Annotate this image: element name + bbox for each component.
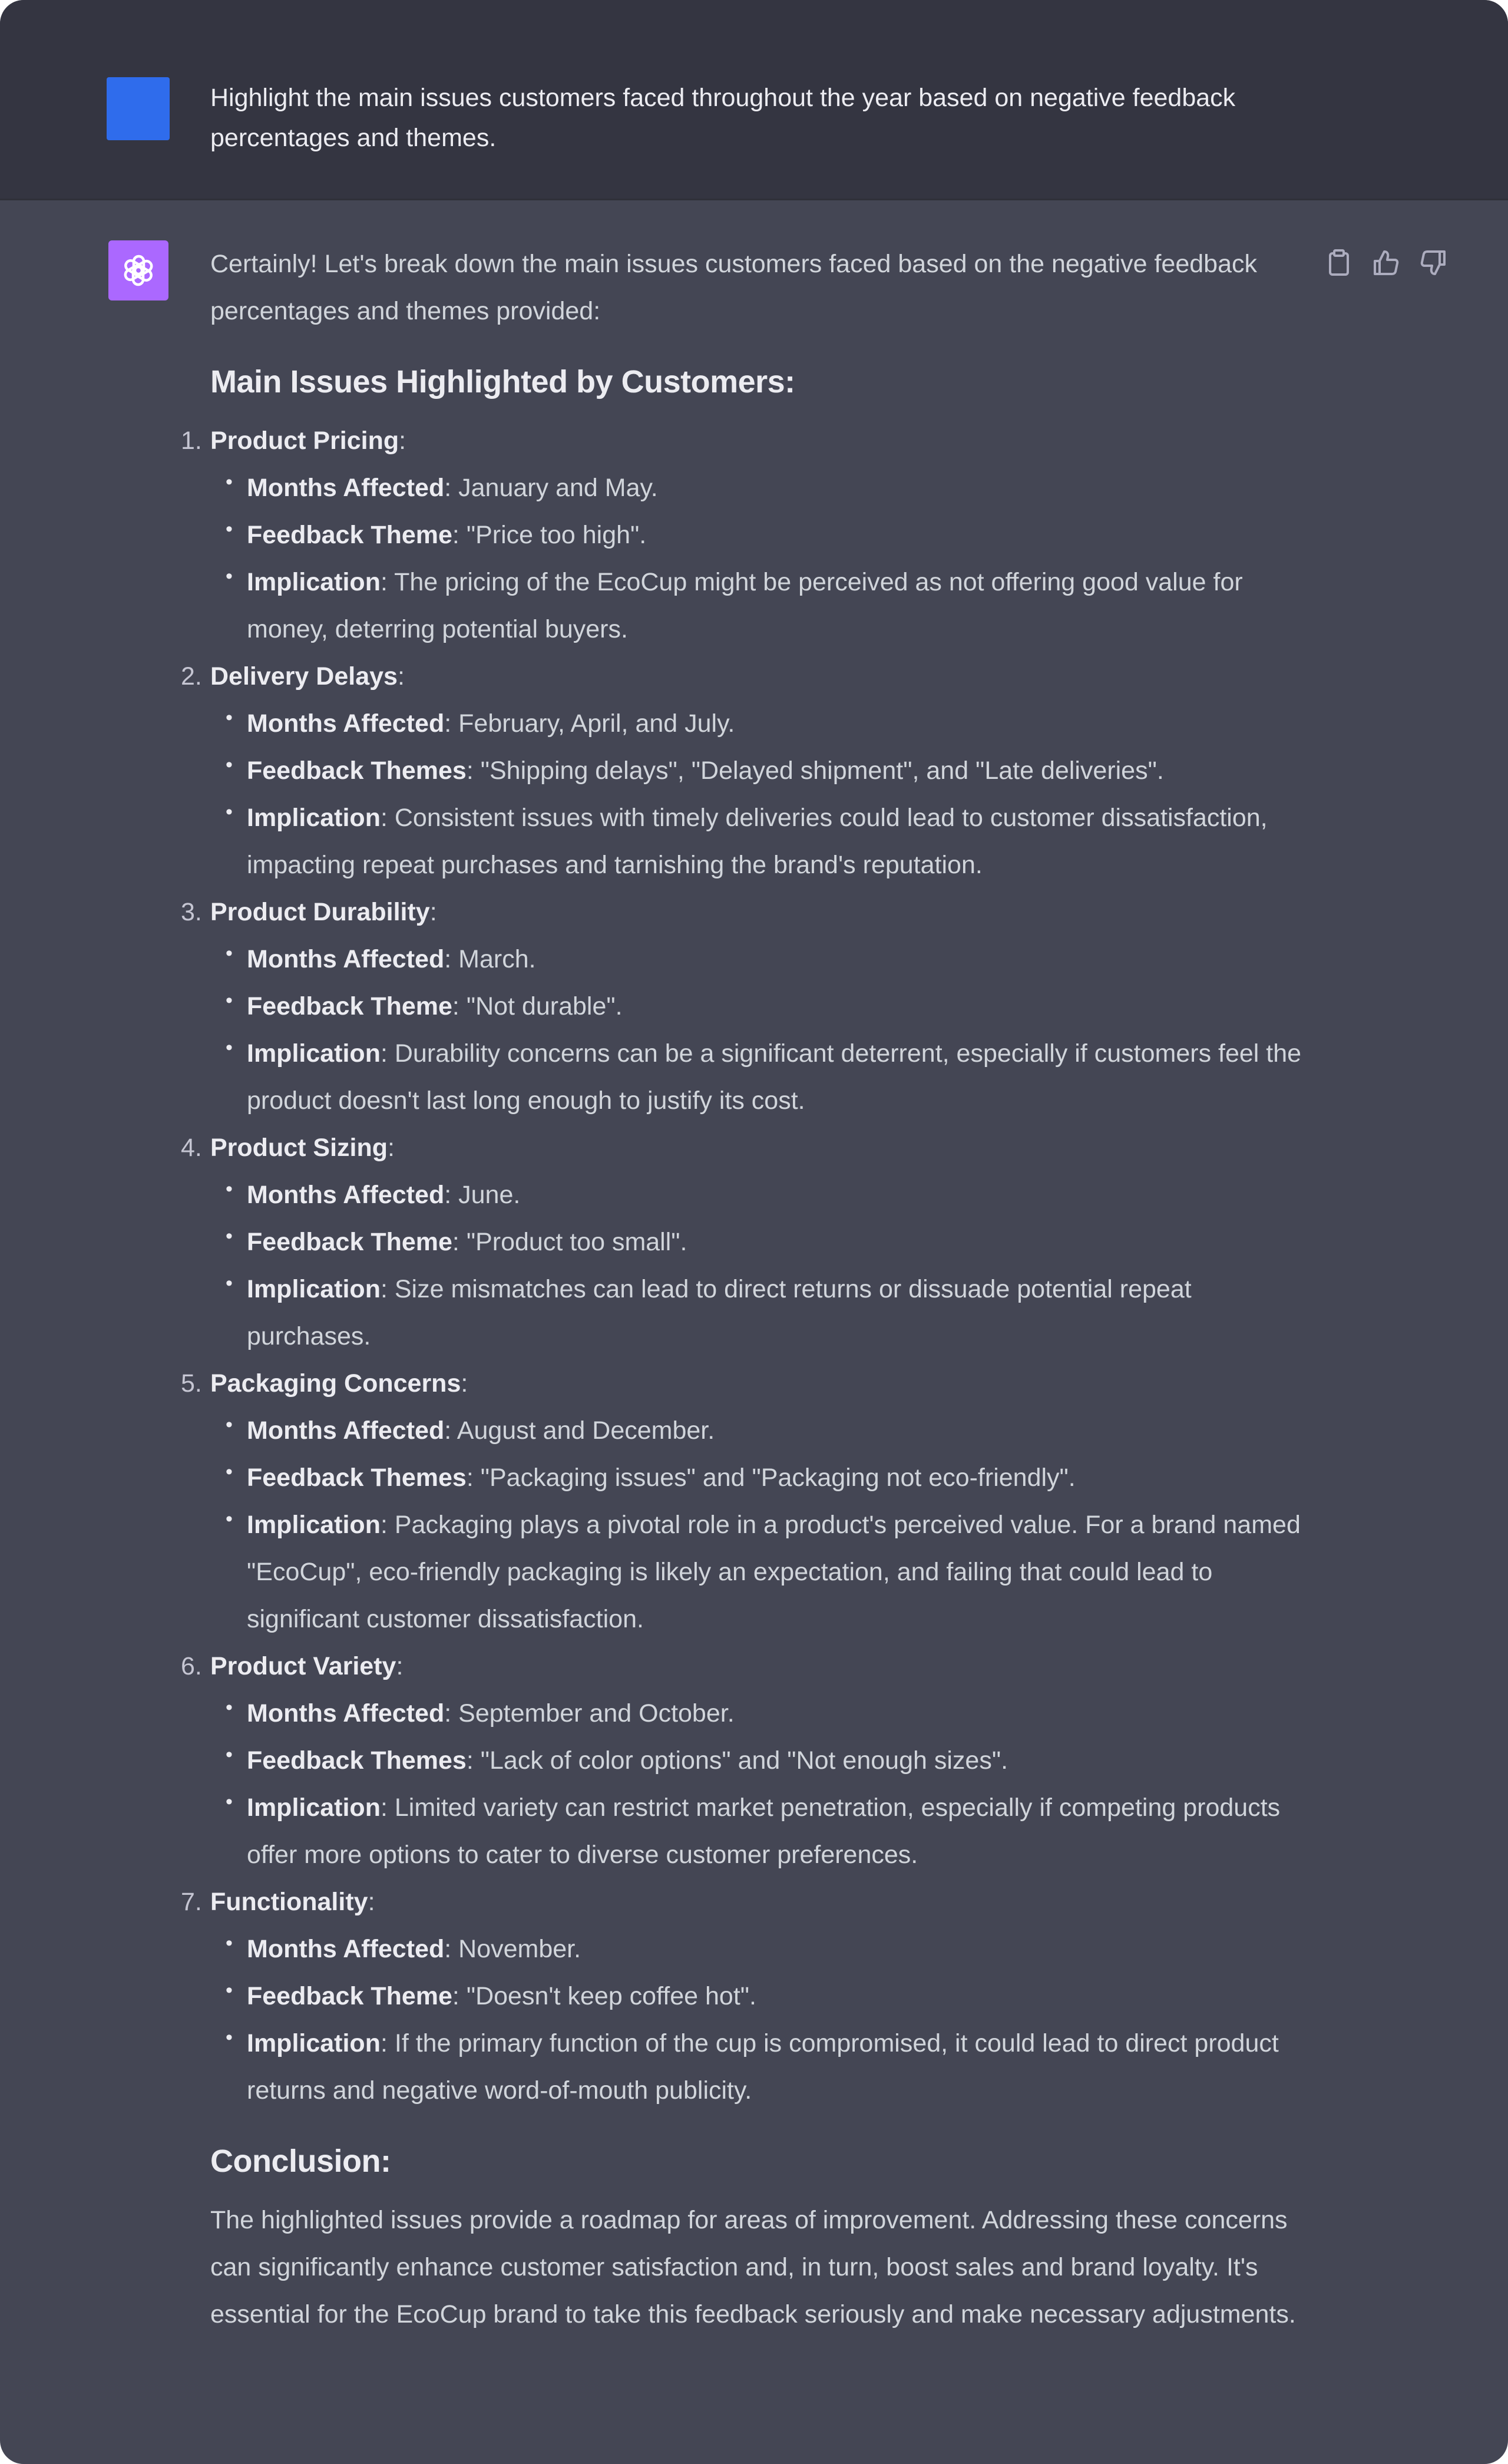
detail-label: Months Affected: [247, 474, 445, 502]
detail-label: Implication: [247, 1275, 381, 1303]
detail-separator: :: [452, 1982, 467, 2010]
detail-separator: :: [444, 709, 459, 738]
issue-detail-item: [226, 1454, 1318, 1501]
bullet-dot: •: [226, 471, 233, 493]
detail-separator: :: [380, 1511, 395, 1539]
issue-title-colon: :: [461, 1369, 468, 1398]
user-message-text: Highlight the main issues customers faced throughout the year based on negative feedback percentages and themes.: [210, 84, 1236, 152]
detail-label: Feedback Theme: [247, 1982, 452, 2010]
detail-label: Feedback Theme: [247, 1228, 452, 1256]
bullet-dot: •: [226, 754, 233, 776]
bullet-dot: •: [226, 1932, 233, 1954]
bullet-dot: •: [226, 989, 233, 1012]
detail-label: Implication: [247, 1793, 381, 1822]
detail-label: Feedback Theme: [247, 992, 452, 1020]
issue-number: 7.: [181, 1888, 202, 1916]
issue-detail-item: [226, 1973, 1318, 2020]
issue-number: 2.: [181, 662, 202, 691]
bullet-dot: •: [226, 565, 233, 587]
detail-text: If the primary function of the cup is compromised, it could lead to direct product returns and negative word-of-mouth publicity.: [247, 2029, 1279, 2105]
detail-text: "Not durable".: [466, 992, 623, 1020]
detail-label: Months Affected: [247, 1181, 445, 1209]
bullet-dot: •: [226, 2026, 233, 2049]
issue-detail-item: [226, 1266, 1318, 1360]
detail-label: Implication: [247, 1511, 381, 1539]
bullet-dot: •: [226, 1225, 233, 1247]
detail-separator: :: [380, 1275, 395, 1303]
detail-separator: :: [444, 945, 459, 973]
issue-number: 4.: [181, 1134, 202, 1162]
bullet-dot: •: [226, 1791, 233, 1813]
detail-text: Size mismatches can lead to direct returns or dissuade potential repeat purchases.: [247, 1275, 1192, 1350]
issue-item: [181, 1360, 1318, 1643]
detail-text: August and December.: [457, 1416, 715, 1445]
main-issues-heading: Main Issues Highlighted by Customers:: [210, 364, 795, 399]
issue-title: Product Variety: [210, 1652, 396, 1680]
issue-header: [181, 417, 1318, 464]
bullet-dot: •: [226, 801, 233, 823]
detail-text: "Packaging issues" and "Packaging not eco-friendly".: [480, 1464, 1076, 1492]
detail-separator: :: [380, 804, 395, 832]
issue-detail-item: [226, 1690, 1318, 1737]
issue-title: Product Pricing: [210, 427, 399, 455]
issue-header: [181, 1124, 1318, 1171]
detail-text: February, April, and July.: [458, 709, 735, 738]
issue-number: 6.: [181, 1652, 202, 1680]
detail-text: "Shipping delays", "Delayed shipment", and "Late deliveries".: [480, 757, 1164, 785]
detail-separator: :: [380, 568, 395, 596]
issues-list: [181, 417, 1318, 2114]
detail-text: Limited variety can restrict market penetration, especially if competing products offer more options to cater to diverse customer preferences.: [247, 1793, 1281, 1869]
issue-item: [181, 1124, 1318, 1360]
clipboard-icon[interactable]: [1322, 246, 1355, 279]
issue-item: [181, 417, 1318, 653]
issue-detail-item: [226, 559, 1318, 653]
detail-label: Feedback Themes: [247, 1746, 467, 1775]
detail-separator: :: [452, 1228, 467, 1256]
detail-text: "Doesn't keep coffee hot".: [466, 1982, 756, 2010]
issue-number: 3.: [181, 898, 202, 926]
bullet-dot: •: [226, 1508, 233, 1530]
issue-detail-item: [226, 2020, 1318, 2114]
openai-logo-icon: [120, 252, 157, 289]
issue-detail-item: [226, 1407, 1318, 1454]
detail-separator: :: [452, 521, 467, 549]
assistant-message: [181, 240, 1318, 2338]
issue-title-colon: :: [388, 1134, 395, 1162]
detail-text: March.: [458, 945, 536, 973]
bullet-dot: •: [226, 1178, 233, 1200]
issue-title: Delivery Delays: [210, 662, 398, 691]
bullet-dot: •: [226, 1413, 233, 1436]
bullet-dot: •: [226, 518, 233, 540]
detail-text: September and October.: [458, 1699, 735, 1728]
issue-detail-item: [226, 1925, 1318, 1973]
issue-header: [181, 889, 1318, 936]
issue-detail-item: [226, 464, 1318, 511]
issue-item: [181, 1878, 1318, 2114]
detail-separator: :: [466, 1464, 481, 1492]
issue-title: Packaging Concerns: [210, 1369, 461, 1398]
detail-text: Durability concerns can be a significant deterrent, especially if customers feel the product doesn't last long enough to justify its cost.: [247, 1039, 1302, 1115]
issue-details-list: [210, 1925, 1318, 2114]
issue-detail-item: [226, 1171, 1318, 1218]
detail-separator: :: [466, 1746, 481, 1775]
bullet-dot: •: [226, 1272, 233, 1294]
issue-detail-item: [226, 1218, 1318, 1266]
detail-label: Implication: [247, 2029, 381, 2057]
detail-label: Months Affected: [247, 1699, 445, 1728]
detail-separator: :: [466, 757, 481, 785]
detail-separator: :: [444, 474, 459, 502]
issue-header: [181, 1643, 1318, 1690]
user-message: [0, 0, 1508, 200]
detail-label: Months Affected: [247, 1416, 445, 1445]
conclusion-paragraph: The highlighted issues provide a roadmap for areas of improvement. Addressing these concerns can significantly enhance customer satisfaction and, in turn, boost sales and brand loyalty. It's essential for the EcoCup brand to take this feedback seriously and make necessary adjustments.: [210, 2206, 1296, 2328]
detail-separator: :: [444, 1935, 459, 1963]
detail-text: "Price too high".: [466, 521, 647, 549]
issue-title-colon: :: [429, 898, 437, 926]
detail-separator: :: [444, 1181, 459, 1209]
detail-separator: :: [452, 992, 467, 1020]
issue-details-list: [210, 464, 1318, 653]
issue-detail-item: [226, 1501, 1318, 1643]
issue-title-colon: :: [397, 662, 405, 691]
bullet-dot: •: [226, 1461, 233, 1483]
intro-paragraph: Certainly! Let's break down the main issues customers faced based on the negative feedback percentages and themes provided:: [210, 250, 1258, 325]
assistant-avatar: [108, 240, 168, 300]
detail-text: "Product too small".: [466, 1228, 687, 1256]
detail-label: Months Affected: [247, 945, 445, 973]
detail-separator: :: [380, 1793, 395, 1822]
detail-separator: :: [380, 1039, 395, 1068]
issue-number: 5.: [181, 1369, 202, 1398]
detail-text: Consistent issues with timely deliveries could lead to customer dissatisfaction, impacting repeat purchases and tarnishing the brand's reputation.: [247, 804, 1268, 879]
detail-label: Feedback Themes: [247, 757, 467, 785]
message-actions: [1322, 246, 1467, 279]
issue-number: 1.: [181, 427, 202, 455]
detail-label: Feedback Theme: [247, 521, 452, 549]
detail-text: "Lack of color options" and "Not enough sizes".: [480, 1746, 1008, 1775]
issue-title-colon: :: [399, 427, 406, 455]
issue-header: [181, 653, 1318, 700]
detail-separator: :: [444, 1699, 459, 1728]
thumbs-up-icon[interactable]: [1370, 246, 1403, 279]
issue-detail-item: [226, 983, 1318, 1030]
issue-details-list: [210, 936, 1318, 1124]
detail-label: Months Affected: [247, 1935, 445, 1963]
conclusion-heading: Conclusion:: [210, 2143, 391, 2179]
detail-separator: :: [444, 1416, 457, 1445]
issue-details-list: [210, 700, 1318, 889]
issue-item: [181, 1643, 1318, 1878]
detail-label: Implication: [247, 804, 381, 832]
issue-title: Product Durability: [210, 898, 430, 926]
detail-separator: :: [380, 2029, 395, 2057]
issue-item: [181, 653, 1318, 889]
issue-details-list: [210, 1407, 1318, 1643]
bullet-dot: •: [226, 706, 233, 729]
issue-header: [181, 1878, 1318, 1925]
issue-details-list: [210, 1690, 1318, 1878]
issue-details-list: [210, 1171, 1318, 1360]
bullet-dot: •: [226, 1743, 233, 1766]
issue-detail-item: [226, 747, 1318, 794]
issue-title: Functionality: [210, 1888, 368, 1916]
detail-text: November.: [458, 1935, 581, 1963]
issue-title-colon: :: [396, 1652, 404, 1680]
detail-label: Implication: [247, 1039, 381, 1068]
bullet-dot: •: [226, 1036, 233, 1059]
issue-detail-item: [226, 700, 1318, 747]
issue-detail-item: [226, 1784, 1318, 1878]
detail-label: Feedback Themes: [247, 1464, 467, 1492]
issue-detail-item: [226, 511, 1318, 559]
bullet-dot: •: [226, 1979, 233, 2001]
issue-item: [181, 889, 1318, 1124]
issue-title: Product Sizing: [210, 1134, 388, 1162]
issue-detail-item: [226, 1030, 1318, 1124]
issue-detail-item: [226, 794, 1318, 889]
detail-text: January and May.: [458, 474, 658, 502]
detail-label: Implication: [247, 568, 381, 596]
bullet-dot: •: [226, 1696, 233, 1719]
issue-detail-item: [226, 936, 1318, 983]
detail-label: Months Affected: [247, 709, 445, 738]
bullet-dot: •: [226, 942, 233, 965]
thumbs-down-icon[interactable]: [1417, 246, 1450, 279]
issue-title-colon: :: [368, 1888, 375, 1916]
user-avatar: [107, 77, 170, 140]
detail-text: June.: [458, 1181, 521, 1209]
detail-text: The pricing of the EcoCup might be perceived as not offering good value for money, deterring potential buyers.: [247, 568, 1243, 643]
issue-header: [181, 1360, 1318, 1407]
issue-detail-item: [226, 1737, 1318, 1784]
detail-text: Packaging plays a pivotal role in a product's perceived value. For a brand named "EcoCup", eco-friendly packaging is likely an expectation, and failing that could lead to significant customer dissatisfaction.: [247, 1511, 1301, 1633]
